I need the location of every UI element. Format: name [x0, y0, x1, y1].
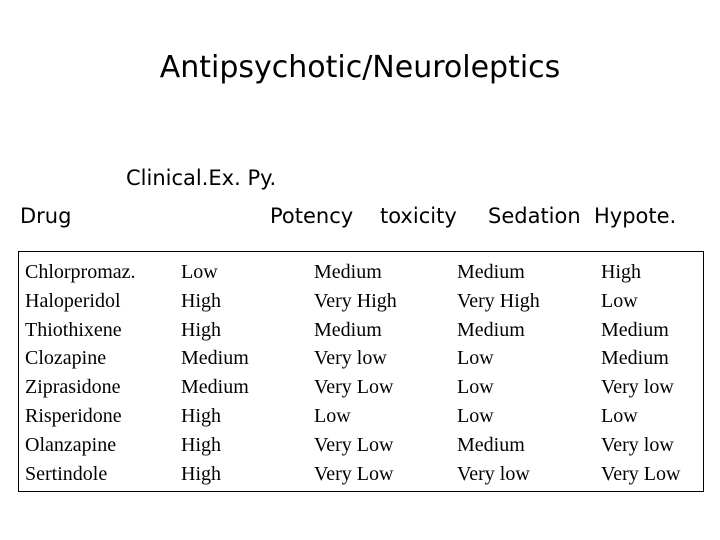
cell-sedation: Medium	[601, 318, 669, 341]
column-sedation	[601, 258, 680, 488]
cell-drug: Chlorpromaz.	[25, 261, 136, 283]
cell-toxicity: Low	[457, 404, 494, 427]
cell-sedation: Very low	[601, 376, 674, 399]
cell-clinical: High	[181, 433, 221, 456]
cell-drug: Ziprasidone	[25, 376, 121, 399]
cell-clinical: Medium	[181, 376, 249, 399]
column-toxicity	[457, 258, 540, 488]
cell-drug: Clozapine	[25, 347, 107, 370]
column-potency	[314, 258, 397, 488]
cell-potency: Very Low	[314, 433, 394, 456]
header-hypote: Hypote.	[594, 204, 677, 228]
cell-sedation: Low	[601, 404, 638, 427]
slide-title: Antipsychotic/Neuroleptics	[159, 50, 561, 85]
cell-drug: Sertindole	[25, 462, 108, 485]
cell-clinical: Low	[181, 261, 218, 283]
cell-drug: Thiothixene	[25, 318, 122, 341]
cell-toxicity: Very High	[457, 289, 540, 312]
cell-drug: Risperidone	[25, 404, 122, 427]
header-clinical: Clinical.Ex. Py.	[126, 166, 277, 190]
cell-sedation: Medium	[601, 347, 669, 370]
cell-potency: Very Low	[314, 376, 394, 399]
cell-toxicity: Medium	[457, 433, 525, 456]
cell-clinical: High	[181, 462, 221, 485]
cell-potency: Very High	[314, 289, 397, 312]
cell-potency: Very Low	[314, 462, 394, 485]
cell-sedation: Low	[601, 289, 638, 312]
cell-toxicity: Medium	[457, 318, 525, 341]
cell-sedation: Very Low	[601, 462, 681, 485]
header-drug: Drug	[20, 204, 72, 228]
column-drug	[25, 258, 136, 488]
cell-clinical: High	[181, 289, 221, 312]
column-clinical	[181, 258, 249, 488]
cell-potency: Low	[314, 404, 351, 427]
header-potency: Potency	[270, 204, 354, 228]
cell-potency: Very low	[314, 347, 387, 370]
header-sedation: Sedation	[488, 204, 581, 228]
cell-toxicity: Medium	[457, 261, 525, 283]
cell-toxicity: Low	[457, 376, 494, 399]
cell-clinical: Medium	[181, 347, 249, 370]
cell-toxicity: Very low	[457, 462, 530, 485]
cell-drug: Olanzapine	[25, 433, 117, 456]
drug-table	[18, 251, 704, 492]
cell-sedation: High	[601, 261, 641, 283]
cell-toxicity: Low	[457, 347, 494, 370]
cell-drug: Haloperidol	[25, 289, 121, 312]
cell-potency: Medium	[314, 318, 382, 341]
cell-potency: Medium	[314, 261, 382, 283]
cell-sedation: Very low	[601, 433, 674, 456]
cell-clinical: High	[181, 318, 221, 341]
cell-clinical: High	[181, 404, 221, 427]
header-toxicity: toxicity	[380, 204, 457, 228]
